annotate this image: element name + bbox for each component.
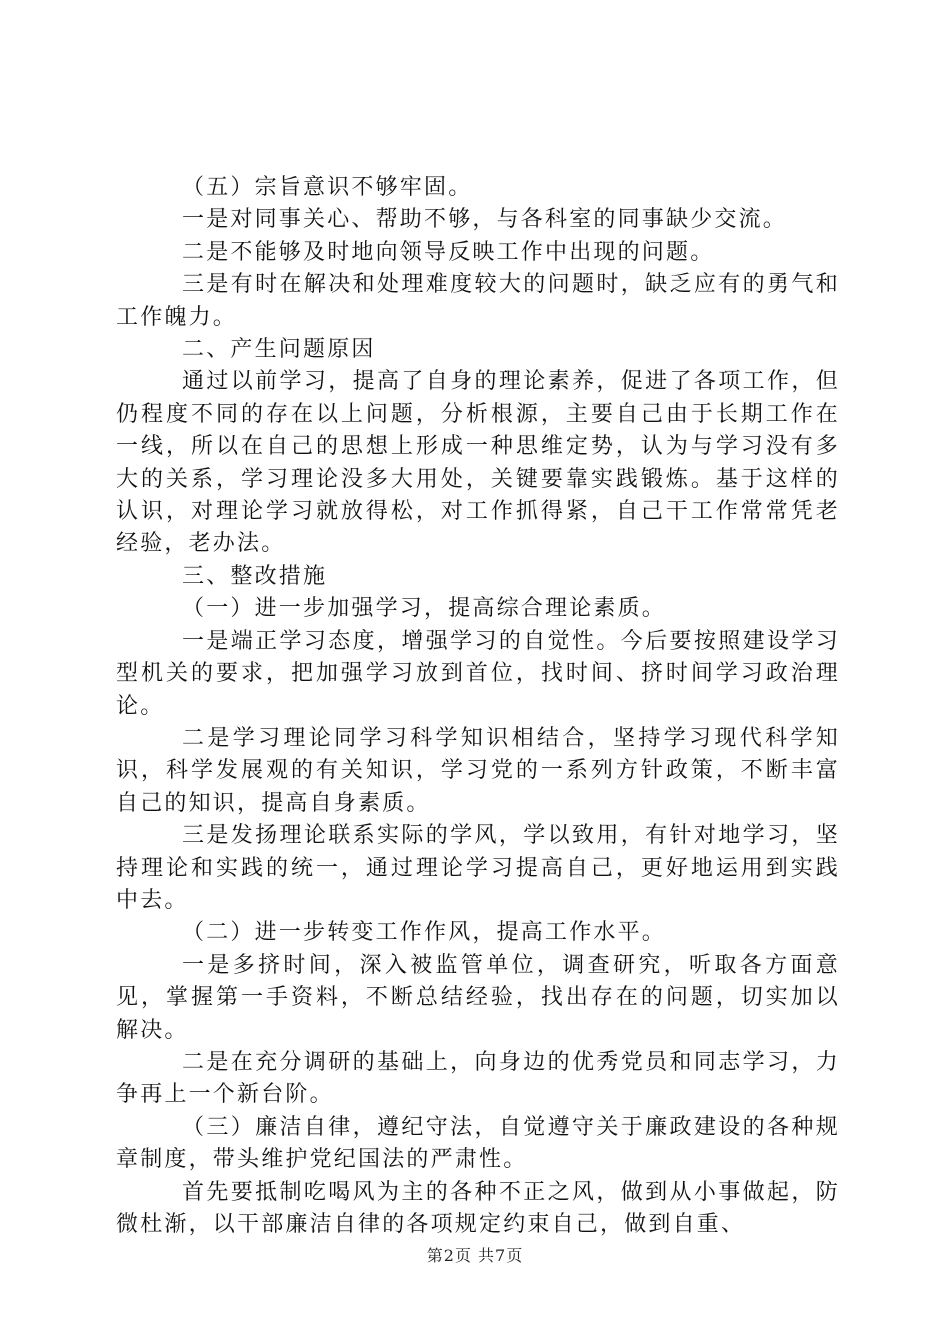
paragraph: 三是有时在解决和处理难度较大的问题时，缺乏应有的勇气和工作魄力。 <box>116 272 840 330</box>
subheading-3-integrity: （三）廉洁自律，遵纪守法，自觉遵守关于廉政建设的各种规章制度，带头维护党纪国法的严肃性。 <box>116 1114 840 1173</box>
paragraph: 通过以前学习，提高了自身的理论素养，促进了各项工作，但仍程度不同的存在以上问题，分析根源，主要自己由于长期工作在一线，所以在自己的思想上形成一种思维定势，认为与学习没有多大的关系，学习理论没多大用处，关键要靠实践锻炼。基于这样的认识，对理论学习就放得松，对工作抓得紧，自己干工作常常凭老经验，老办法。 <box>116 369 840 557</box>
section-heading-measures: 三、整改措施 <box>182 563 328 589</box>
page-number-footer: 第2页 共7页 <box>426 1246 524 1265</box>
paragraph: 一是多挤时间，深入被监管单位，调查研究，听取各方面意见，掌握第一手资料，不断总结经验，找出存在的问题，切实加以解决。 <box>116 952 840 1043</box>
subheading-2-workstyle: （二）进一步转变工作作风，提高工作水平。 <box>182 920 667 946</box>
paragraph: 二是不能够及时地向领导反映工作中出现的问题。 <box>182 239 715 265</box>
subheading-1-study: （一）进一步加强学习，提高综合理论素质。 <box>182 596 667 622</box>
paragraph: 二是学习理论同学习科学知识相结合，坚持学习现代科学知识，科学发展观的有关知识，学习党的一系列方针政策，不断丰富自己的知识，提高自身素质。 <box>116 725 840 816</box>
document-body <box>116 172 840 1241</box>
heading-5-purpose: （五）宗旨意识不够牢固。 <box>182 175 473 200</box>
paragraph: 一是对同事关心、帮助不够，与各科室的同事缺少交流。 <box>182 207 788 233</box>
paragraph: 二是在充分调研的基础上，向身边的优秀党员和同志学习，力争再上一个新台阶。 <box>116 1049 840 1108</box>
paragraph: 一是端正学习态度，增强学习的自觉性。今后要按照建设学习型机关的要求，把加强学习放到首位，找时间、挤时间学习政治理论。 <box>116 628 840 719</box>
section-heading-causes: 二、产生问题原因 <box>182 337 376 363</box>
paragraph: 三是发扬理论联系实际的学风，学以致用，有针对地学习，坚持理论和实践的统一，通过理论学习提高自己，更好地运用到实践中去。 <box>116 823 840 913</box>
paragraph: 首先要抵制吃喝风为主的各种不正之风，做到从小事做起，防微杜渐，以干部廉洁自律的各项规定约束自己，做到自重、 <box>116 1179 840 1237</box>
